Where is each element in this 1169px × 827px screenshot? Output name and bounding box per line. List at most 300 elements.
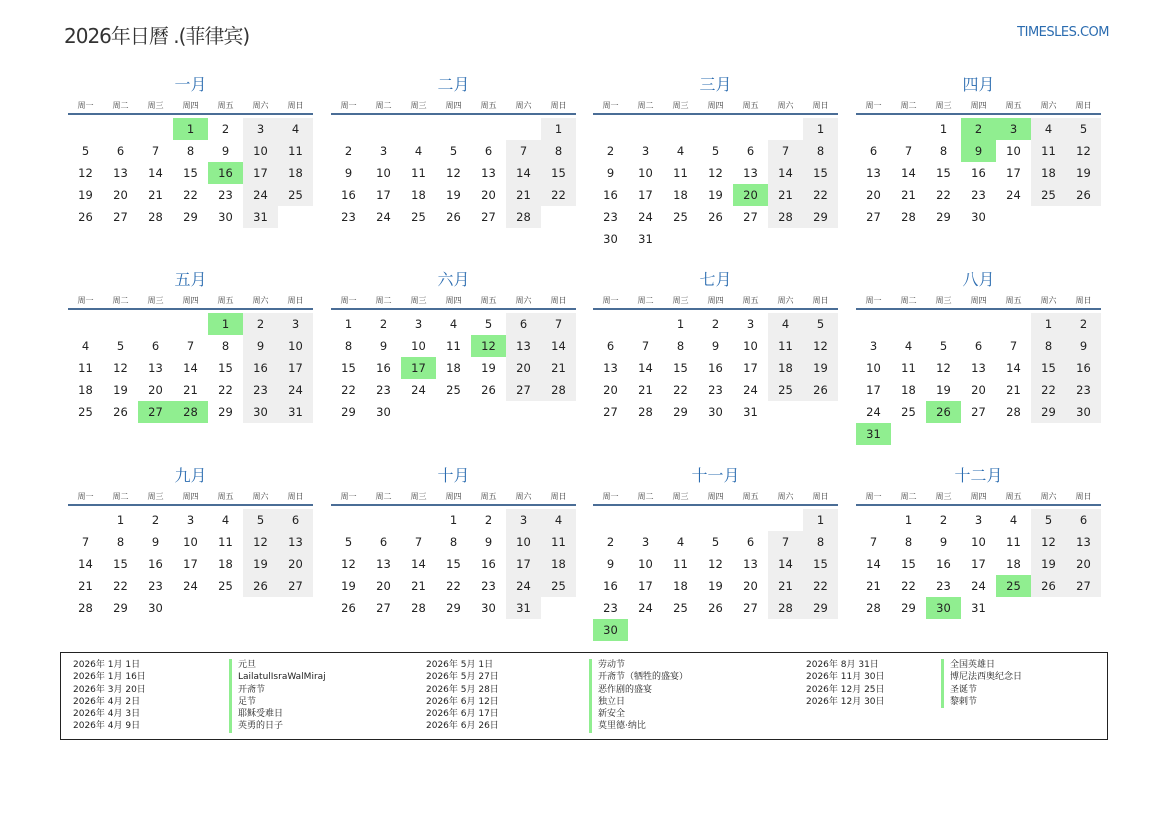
day-cell: 15 bbox=[541, 162, 576, 184]
day-cell: 24 bbox=[376, 210, 391, 224]
month-name: 四月 bbox=[962, 75, 995, 94]
weekday-label: 周日 bbox=[812, 296, 829, 305]
month-7 bbox=[593, 269, 838, 423]
day-cell: 31 bbox=[506, 597, 541, 619]
day-cell: 10 bbox=[971, 535, 986, 549]
month-name: 七月 bbox=[699, 270, 732, 289]
day-cell: 28 bbox=[768, 206, 803, 228]
weekday-label: 周二 bbox=[900, 492, 917, 501]
day-cell: 16 bbox=[148, 557, 163, 571]
day-cell: 17 bbox=[278, 357, 313, 379]
day-cell: 5 bbox=[81, 144, 90, 158]
empty-cell bbox=[68, 509, 103, 531]
day-cell: 17 bbox=[376, 188, 391, 202]
empty-cell bbox=[856, 313, 891, 335]
day-cell: 21 bbox=[1006, 383, 1021, 397]
legend-holiday-name: 恶作剧的盛宴 bbox=[589, 684, 688, 696]
day-cell: 21 bbox=[506, 184, 541, 206]
empty-cell bbox=[103, 118, 138, 140]
day-cell: 11 bbox=[78, 361, 93, 375]
day-cell: 6 bbox=[379, 535, 388, 549]
legend-date: 2026年 11月 30日 bbox=[806, 672, 885, 683]
day-cell: 21 bbox=[901, 188, 916, 202]
day-cell: 3 bbox=[746, 317, 755, 331]
day-cell: 2 bbox=[1066, 313, 1101, 335]
weekday-header bbox=[68, 490, 313, 506]
holiday-day-cell: 25 bbox=[996, 575, 1031, 597]
legend-holiday-name: 劳动节 bbox=[589, 659, 688, 671]
day-cell: 5 bbox=[116, 339, 125, 353]
weekday-label: 周日 bbox=[550, 492, 567, 501]
empty-cell bbox=[331, 118, 366, 140]
day-cell: 8 bbox=[676, 339, 685, 353]
day-cell: 24 bbox=[278, 379, 313, 401]
day-cell: 4 bbox=[904, 339, 913, 353]
empty-cell bbox=[593, 313, 628, 335]
day-cell: 16 bbox=[603, 188, 618, 202]
weekday-label: 周五 bbox=[742, 492, 759, 501]
month-name: 九月 bbox=[174, 466, 207, 485]
weekday-label: 周三 bbox=[410, 296, 427, 305]
weekday-label: 周二 bbox=[375, 296, 392, 305]
day-cell: 8 bbox=[803, 140, 838, 162]
day-cell: 15 bbox=[218, 361, 233, 375]
weekday-label: 周日 bbox=[812, 101, 829, 110]
day-cell: 27 bbox=[866, 210, 881, 224]
weekday-label: 周四 bbox=[707, 101, 724, 110]
day-cell: 28 bbox=[411, 601, 426, 615]
day-grid bbox=[331, 509, 576, 619]
day-cell: 19 bbox=[936, 383, 951, 397]
weekday-label: 周六 bbox=[1040, 101, 1057, 110]
month-6 bbox=[331, 269, 576, 423]
empty-cell bbox=[628, 313, 663, 335]
day-cell: 23 bbox=[218, 188, 233, 202]
weekday-label: 周一 bbox=[865, 296, 882, 305]
weekday-label: 周二 bbox=[637, 101, 654, 110]
weekday-label: 周四 bbox=[970, 296, 987, 305]
day-cell: 24 bbox=[866, 405, 881, 419]
day-cell: 28 bbox=[541, 379, 576, 401]
weekday-label: 周一 bbox=[77, 101, 94, 110]
site-link[interactable]: TIMESLES.COM bbox=[1017, 25, 1109, 40]
day-cell: 26 bbox=[1031, 575, 1066, 597]
day-cell: 6 bbox=[116, 144, 125, 158]
legend-date: 2026年 8月 31日 bbox=[806, 660, 879, 670]
day-cell: 25 bbox=[218, 579, 233, 593]
day-cell: 25 bbox=[446, 383, 461, 397]
day-cell: 13 bbox=[743, 557, 758, 571]
month-3 bbox=[593, 74, 838, 250]
day-cell: 1 bbox=[676, 317, 685, 331]
day-cell: 13 bbox=[743, 166, 758, 180]
day-cell: 16 bbox=[341, 188, 356, 202]
empty-cell bbox=[436, 118, 471, 140]
day-cell: 29 bbox=[803, 206, 838, 228]
day-cell: 16 bbox=[1066, 357, 1101, 379]
empty-cell bbox=[366, 509, 401, 531]
day-cell: 28 bbox=[768, 597, 803, 619]
month-name: 八月 bbox=[962, 270, 995, 289]
weekday-label: 周日 bbox=[287, 296, 304, 305]
empty-cell bbox=[401, 118, 436, 140]
day-cell: 7 bbox=[506, 140, 541, 162]
day-cell: 20 bbox=[481, 188, 496, 202]
weekday-label: 周一 bbox=[340, 296, 357, 305]
day-cell: 26 bbox=[78, 210, 93, 224]
day-cell: 2 bbox=[379, 317, 388, 331]
day-cell: 4 bbox=[81, 339, 90, 353]
day-cell: 10 bbox=[183, 535, 198, 549]
legend-holiday-name: 独立日 bbox=[589, 696, 688, 708]
weekday-label: 周三 bbox=[147, 492, 164, 501]
day-cell: 16 bbox=[603, 579, 618, 593]
day-cell: 27 bbox=[1066, 575, 1101, 597]
weekday-label: 周六 bbox=[252, 492, 269, 501]
weekday-label: 周三 bbox=[147, 296, 164, 305]
weekday-label: 周六 bbox=[252, 296, 269, 305]
day-cell: 31 bbox=[243, 206, 278, 228]
day-cell: 7 bbox=[641, 339, 650, 353]
day-cell: 25 bbox=[78, 405, 93, 419]
day-cell: 11 bbox=[541, 531, 576, 553]
day-grid bbox=[68, 313, 313, 423]
day-cell: 9 bbox=[379, 339, 388, 353]
day-cell: 1 bbox=[541, 118, 576, 140]
weekday-label: 周五 bbox=[742, 101, 759, 110]
day-cell: 10 bbox=[243, 140, 278, 162]
day-cell: 2 bbox=[221, 122, 230, 136]
empty-cell bbox=[471, 118, 506, 140]
weekday-label: 周四 bbox=[182, 296, 199, 305]
day-cell: 16 bbox=[243, 357, 278, 379]
weekday-label: 周五 bbox=[217, 492, 234, 501]
day-cell: 22 bbox=[803, 184, 838, 206]
day-cell: 29 bbox=[446, 601, 461, 615]
day-cell: 18 bbox=[901, 383, 916, 397]
day-grid bbox=[856, 509, 1101, 619]
day-cell: 29 bbox=[113, 601, 128, 615]
empty-cell bbox=[628, 509, 663, 531]
day-cell: 9 bbox=[151, 535, 160, 549]
day-cell: 26 bbox=[481, 383, 496, 397]
day-cell: 8 bbox=[541, 140, 576, 162]
day-cell: 4 bbox=[278, 118, 313, 140]
day-cell: 24 bbox=[243, 184, 278, 206]
weekday-label: 周五 bbox=[480, 296, 497, 305]
weekday-label: 周日 bbox=[1075, 296, 1092, 305]
day-cell: 14 bbox=[541, 335, 576, 357]
legend-date: 2026年 1月 16日 bbox=[73, 672, 146, 683]
day-cell: 7 bbox=[151, 144, 160, 158]
day-cell: 13 bbox=[278, 531, 313, 553]
legend-date: 2026年 6月 26日 bbox=[426, 721, 499, 732]
day-cell: 19 bbox=[78, 188, 93, 202]
day-cell: 25 bbox=[673, 601, 688, 615]
day-cell: 16 bbox=[971, 166, 986, 180]
empty-cell bbox=[663, 118, 698, 140]
weekday-label: 周二 bbox=[900, 296, 917, 305]
day-cell: 11 bbox=[673, 557, 688, 571]
day-cell: 20 bbox=[971, 383, 986, 397]
day-cell: 2 bbox=[243, 313, 278, 335]
day-cell: 19 bbox=[803, 357, 838, 379]
day-cell: 11 bbox=[673, 166, 688, 180]
month-11 bbox=[593, 465, 838, 641]
month-name: 二月 bbox=[437, 75, 470, 94]
day-cell: 13 bbox=[506, 335, 541, 357]
day-cell: 2 bbox=[484, 513, 493, 527]
weekday-label: 周二 bbox=[112, 296, 129, 305]
day-cell: 27 bbox=[971, 405, 986, 419]
day-cell: 27 bbox=[743, 210, 758, 224]
day-cell: 1 bbox=[116, 513, 125, 527]
weekday-label: 周六 bbox=[1040, 296, 1057, 305]
day-cell: 30 bbox=[971, 210, 986, 224]
day-cell: 7 bbox=[869, 535, 878, 549]
day-grid bbox=[68, 118, 313, 228]
day-cell: 3 bbox=[379, 144, 388, 158]
day-cell: 16 bbox=[936, 557, 951, 571]
legend-date: 2026年 6月 12日 bbox=[426, 696, 499, 707]
day-cell: 20 bbox=[148, 383, 163, 397]
day-grid bbox=[856, 118, 1101, 228]
day-cell: 22 bbox=[218, 383, 233, 397]
day-cell: 9 bbox=[606, 557, 615, 571]
day-cell: 29 bbox=[901, 601, 916, 615]
weekday-label: 周三 bbox=[672, 296, 689, 305]
holiday-day-cell: 27 bbox=[138, 401, 173, 423]
weekday-label: 周六 bbox=[777, 492, 794, 501]
day-cell: 23 bbox=[603, 210, 618, 224]
day-cell: 8 bbox=[221, 339, 230, 353]
legend-col-3-dates bbox=[806, 659, 885, 708]
day-cell: 3 bbox=[243, 118, 278, 140]
weekday-label: 周五 bbox=[1005, 101, 1022, 110]
day-cell: 10 bbox=[506, 531, 541, 553]
empty-cell bbox=[856, 509, 891, 531]
holiday-day-cell: 28 bbox=[173, 401, 208, 423]
day-cell: 15 bbox=[446, 557, 461, 571]
day-cell: 8 bbox=[449, 535, 458, 549]
day-cell: 4 bbox=[541, 509, 576, 531]
day-cell: 6 bbox=[151, 339, 160, 353]
day-cell: 7 bbox=[414, 535, 423, 549]
month-name: 一月 bbox=[174, 75, 207, 94]
weekday-label: 周日 bbox=[550, 296, 567, 305]
day-cell: 26 bbox=[446, 210, 461, 224]
day-cell: 31 bbox=[743, 405, 758, 419]
empty-cell bbox=[926, 313, 961, 335]
day-cell: 8 bbox=[803, 531, 838, 553]
legend-holiday-name: 英勇的日子 bbox=[229, 720, 326, 732]
legend-date: 2026年 1月 1日 bbox=[73, 660, 141, 670]
weekday-label: 周一 bbox=[865, 492, 882, 501]
legend-date: 2026年 6月 17日 bbox=[426, 709, 499, 720]
day-cell: 23 bbox=[243, 379, 278, 401]
day-cell: 4 bbox=[1031, 118, 1066, 140]
day-cell: 12 bbox=[936, 361, 951, 375]
day-cell: 13 bbox=[866, 166, 881, 180]
day-cell: 15 bbox=[673, 361, 688, 375]
empty-cell bbox=[891, 313, 926, 335]
day-cell: 13 bbox=[971, 361, 986, 375]
day-cell: 9 bbox=[606, 166, 615, 180]
weekday-label: 周五 bbox=[480, 492, 497, 501]
day-cell: 19 bbox=[481, 361, 496, 375]
day-cell: 23 bbox=[971, 188, 986, 202]
empty-cell bbox=[891, 118, 926, 140]
day-cell: 22 bbox=[446, 579, 461, 593]
holiday-day-cell: 12 bbox=[471, 335, 506, 357]
day-cell: 19 bbox=[446, 188, 461, 202]
weekday-label: 周一 bbox=[602, 101, 619, 110]
day-cell: 24 bbox=[506, 575, 541, 597]
day-cell: 7 bbox=[904, 144, 913, 158]
day-cell: 6 bbox=[974, 339, 983, 353]
weekday-label: 周三 bbox=[147, 101, 164, 110]
day-cell: 1 bbox=[803, 509, 838, 531]
empty-cell bbox=[768, 118, 803, 140]
weekday-label: 周五 bbox=[742, 296, 759, 305]
day-cell: 21 bbox=[148, 188, 163, 202]
weekday-label: 周四 bbox=[707, 296, 724, 305]
weekday-header bbox=[331, 490, 576, 506]
holiday-day-cell: 31 bbox=[856, 423, 891, 445]
day-cell: 26 bbox=[113, 405, 128, 419]
month-9 bbox=[68, 465, 313, 619]
day-cell: 23 bbox=[341, 210, 356, 224]
legend-holiday-name: 元旦 bbox=[229, 659, 326, 671]
weekday-label: 周三 bbox=[935, 492, 952, 501]
day-cell: 7 bbox=[541, 313, 576, 335]
day-cell: 21 bbox=[183, 383, 198, 397]
day-cell: 19 bbox=[341, 579, 356, 593]
day-cell: 6 bbox=[869, 144, 878, 158]
day-cell: 22 bbox=[541, 184, 576, 206]
day-cell: 18 bbox=[541, 553, 576, 575]
day-cell: 2 bbox=[939, 513, 948, 527]
legend-date: 2026年 5月 28日 bbox=[426, 684, 499, 695]
legend-date: 2026年 5月 27日 bbox=[426, 672, 499, 683]
legend-date: 2026年 3月 20日 bbox=[73, 684, 146, 695]
day-cell: 4 bbox=[1009, 513, 1018, 527]
day-cell: 18 bbox=[411, 188, 426, 202]
day-cell: 31 bbox=[278, 401, 313, 423]
day-cell: 17 bbox=[183, 557, 198, 571]
day-cell: 18 bbox=[673, 579, 688, 593]
day-cell: 22 bbox=[936, 188, 951, 202]
day-cell: 15 bbox=[183, 166, 198, 180]
empty-cell bbox=[138, 118, 173, 140]
day-cell: 5 bbox=[243, 509, 278, 531]
day-cell: 2 bbox=[151, 513, 160, 527]
day-cell: 23 bbox=[376, 383, 391, 397]
legend-holiday-name: 全国英雄日 bbox=[941, 659, 1022, 671]
weekday-label: 周四 bbox=[970, 492, 987, 501]
day-cell: 11 bbox=[1006, 535, 1021, 549]
day-cell: 10 bbox=[638, 166, 653, 180]
legend-holiday-name: 足节 bbox=[229, 696, 326, 708]
day-cell: 24 bbox=[183, 579, 198, 593]
weekday-label: 周二 bbox=[112, 492, 129, 501]
day-cell: 27 bbox=[376, 601, 391, 615]
month-2 bbox=[331, 74, 576, 228]
day-cell: 17 bbox=[638, 188, 653, 202]
day-cell: 23 bbox=[603, 601, 618, 615]
holiday-day-cell: 1 bbox=[173, 118, 208, 140]
legend-col-2-names bbox=[589, 659, 688, 733]
day-cell: 28 bbox=[901, 210, 916, 224]
legend-date: 2026年 5月 1日 bbox=[426, 660, 494, 670]
weekday-header bbox=[856, 490, 1101, 506]
weekday-label: 周六 bbox=[252, 101, 269, 110]
day-cell: 7 bbox=[768, 140, 803, 162]
day-cell: 3 bbox=[278, 313, 313, 335]
day-grid bbox=[331, 118, 576, 228]
legend-date: 2026年 4月 3日 bbox=[73, 709, 141, 720]
day-cell: 25 bbox=[768, 379, 803, 401]
day-cell: 13 bbox=[148, 361, 163, 375]
weekday-label: 周六 bbox=[515, 101, 532, 110]
empty-cell bbox=[628, 118, 663, 140]
day-cell: 30 bbox=[708, 405, 723, 419]
month-1 bbox=[68, 74, 313, 228]
day-grid bbox=[593, 509, 838, 641]
day-cell: 24 bbox=[971, 579, 986, 593]
day-cell: 28 bbox=[148, 210, 163, 224]
day-cell: 20 bbox=[376, 579, 391, 593]
weekday-label: 周日 bbox=[550, 101, 567, 110]
weekday-label: 周五 bbox=[217, 296, 234, 305]
day-cell: 13 bbox=[1066, 531, 1101, 553]
day-cell: 17 bbox=[638, 579, 653, 593]
month-4 bbox=[856, 74, 1101, 228]
empty-cell bbox=[593, 118, 628, 140]
day-cell: 1 bbox=[344, 317, 353, 331]
day-cell: 27 bbox=[603, 405, 618, 419]
weekday-label: 周四 bbox=[445, 492, 462, 501]
day-cell: 14 bbox=[411, 557, 426, 571]
day-cell: 30 bbox=[243, 401, 278, 423]
day-cell: 4 bbox=[676, 144, 685, 158]
day-cell: 29 bbox=[341, 405, 356, 419]
day-cell: 8 bbox=[939, 144, 948, 158]
day-cell: 20 bbox=[506, 357, 541, 379]
day-cell: 9 bbox=[221, 144, 230, 158]
weekday-label: 周五 bbox=[1005, 492, 1022, 501]
day-cell: 23 bbox=[708, 383, 723, 397]
day-cell: 14 bbox=[183, 361, 198, 375]
day-cell: 12 bbox=[708, 557, 723, 571]
day-cell: 8 bbox=[186, 144, 195, 158]
weekday-label: 周一 bbox=[602, 492, 619, 501]
empty-cell bbox=[593, 509, 628, 531]
day-cell: 27 bbox=[113, 210, 128, 224]
weekday-label: 周六 bbox=[1040, 492, 1057, 501]
day-cell: 21 bbox=[541, 357, 576, 379]
weekday-label: 周六 bbox=[515, 296, 532, 305]
day-cell: 19 bbox=[1066, 162, 1101, 184]
day-cell: 26 bbox=[341, 601, 356, 615]
day-cell: 5 bbox=[484, 317, 493, 331]
day-cell: 22 bbox=[113, 579, 128, 593]
day-cell: 15 bbox=[803, 553, 838, 575]
legend-date: 2026年 4月 9日 bbox=[73, 721, 141, 732]
day-cell: 31 bbox=[638, 232, 653, 246]
day-grid bbox=[593, 118, 838, 250]
day-cell: 17 bbox=[506, 553, 541, 575]
